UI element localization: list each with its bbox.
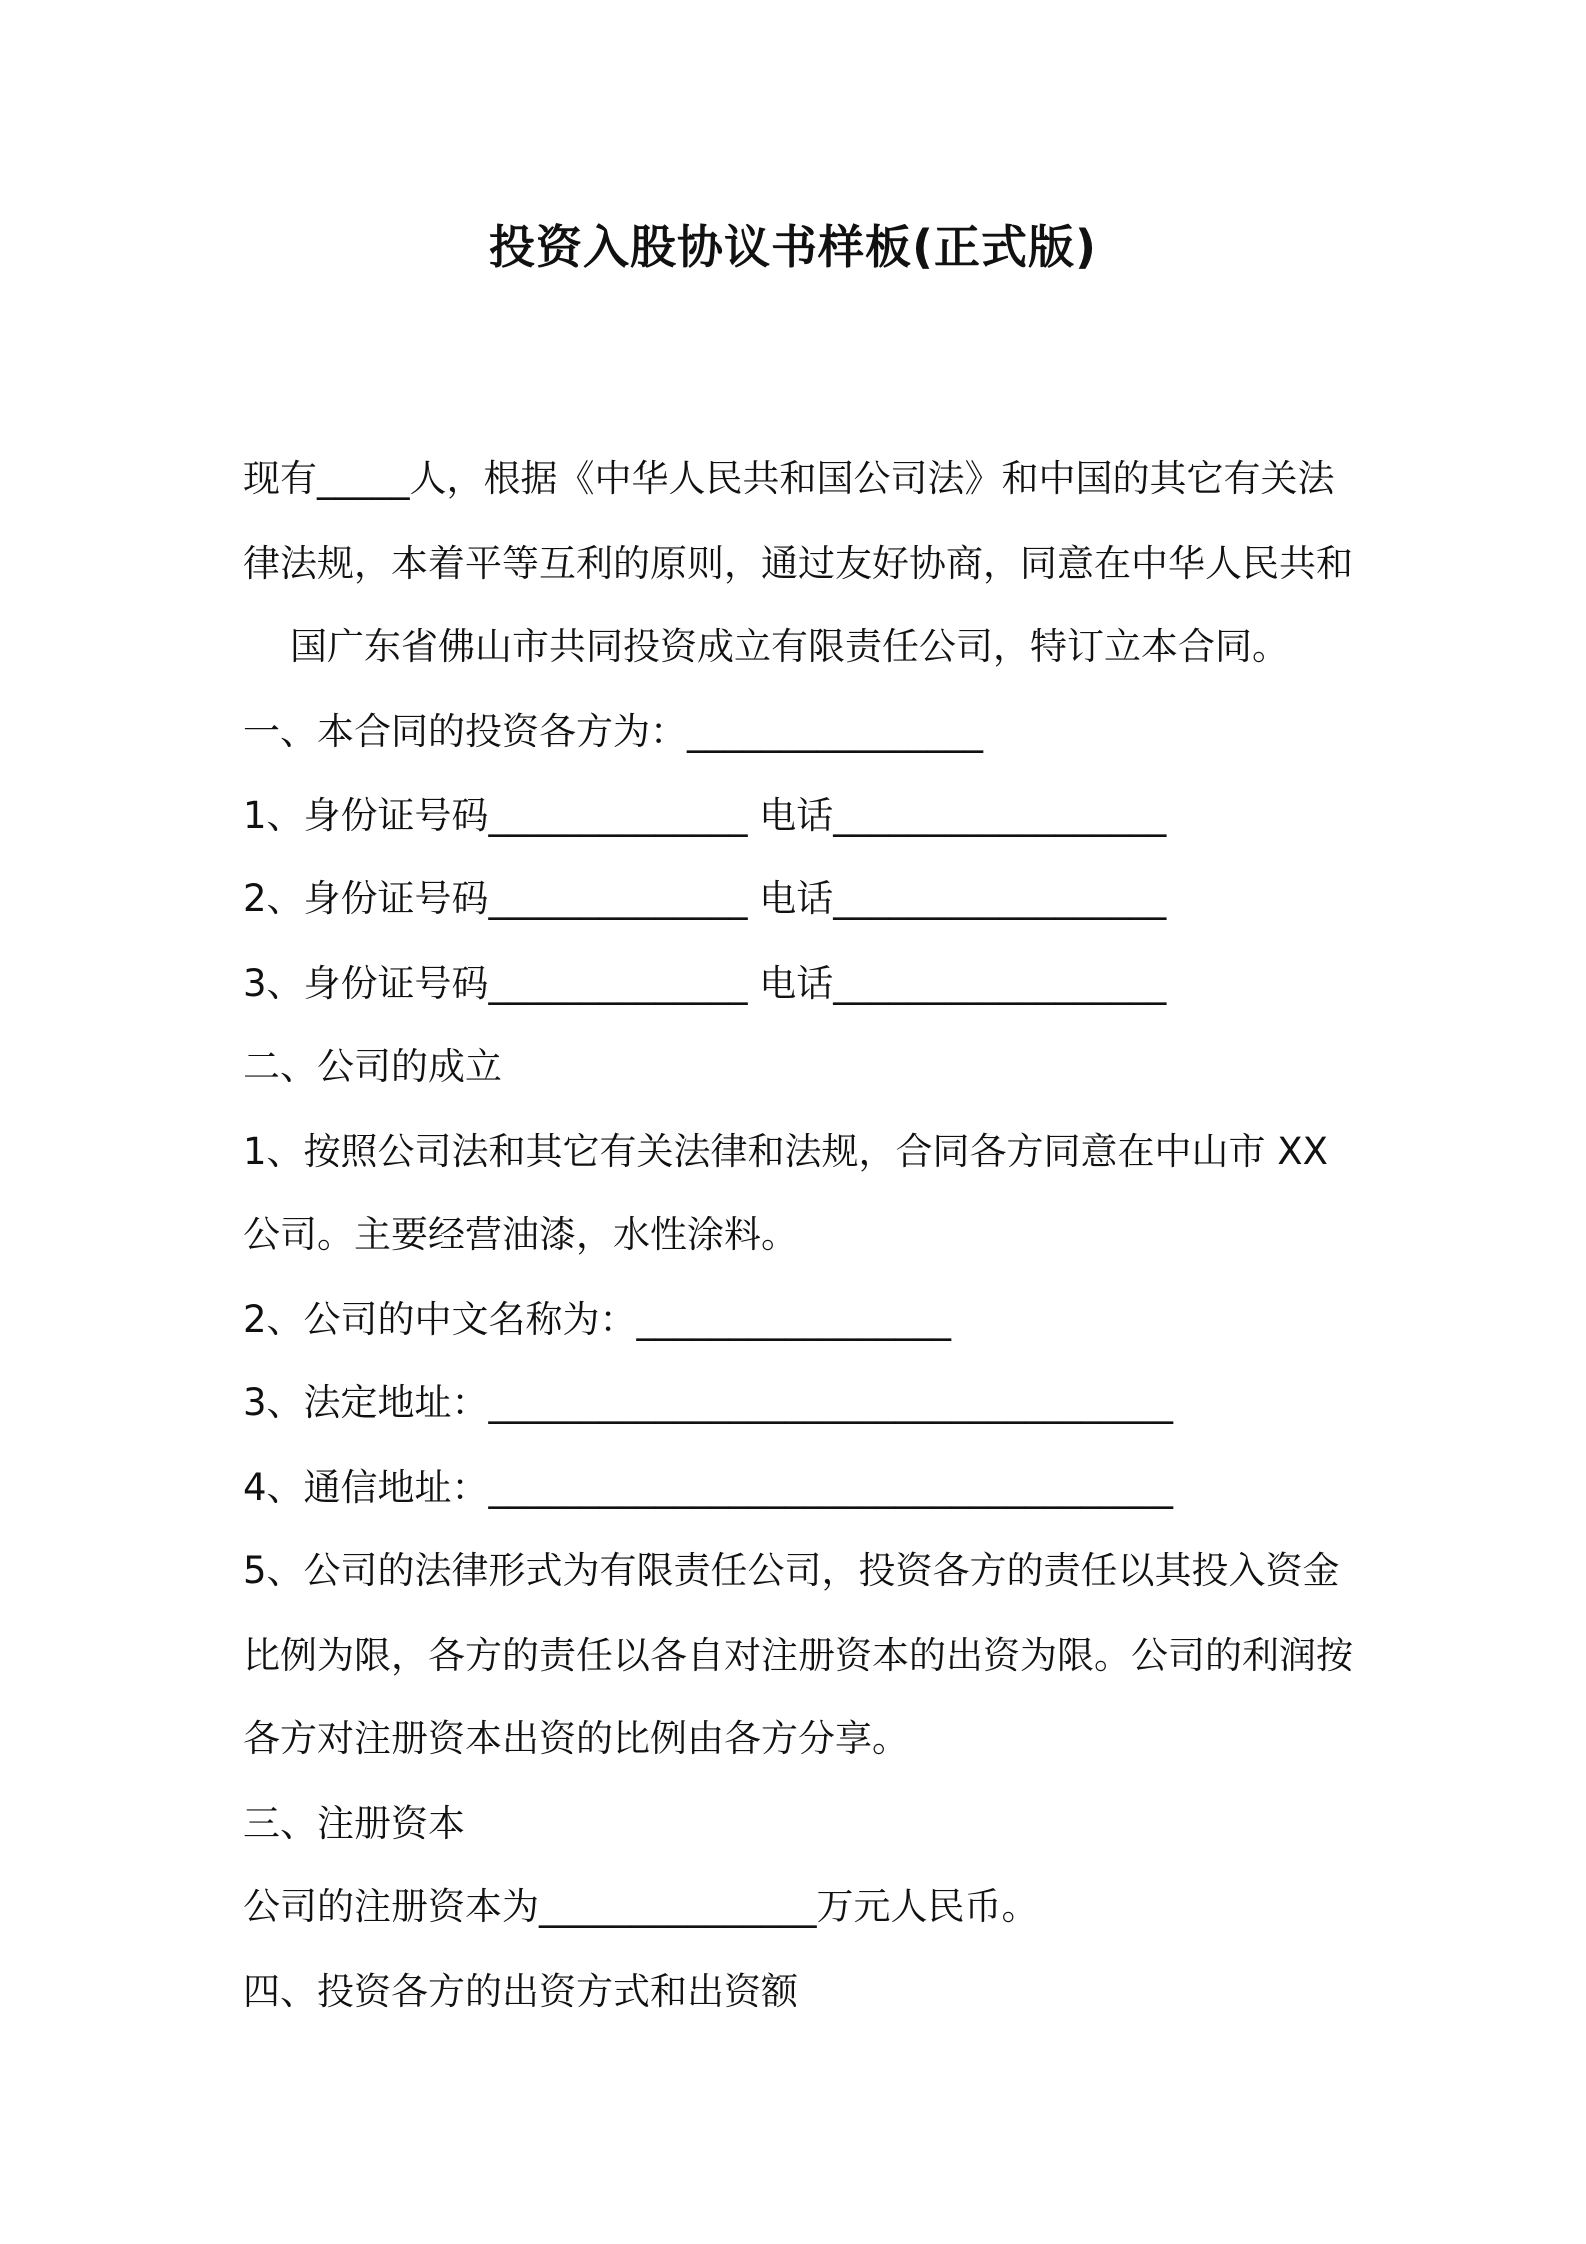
list-item: 1、身份证号码______________ 电话__________________: [243, 794, 1167, 837]
paragraph-line: 比例为限，各方的责任以各自对注册资本的出资为限。公司的利润按: [243, 1634, 1353, 1677]
section-heading: 三、注册资本: [243, 1802, 465, 1845]
document-title: 投资入股协议书样板(正式版): [488, 220, 1098, 274]
paragraph-line: 国广东省佛山市共同投资成立有限责任公司，特订立本合同。: [290, 625, 1289, 668]
list-item: 3、身份证号码______________ 电话__________________: [243, 962, 1167, 1005]
list-item: 2、身份证号码______________ 电话__________________: [243, 877, 1167, 920]
paragraph-line: 律法规，本着平等互利的原则，通过友好协商，同意在中华人民共和: [243, 542, 1353, 585]
list-item: 5、公司的法律形式为有限责任公司，投资各方的责任以其投入资金: [243, 1549, 1340, 1592]
paragraph-line: 各方对注册资本出资的比例由各方分享。: [243, 1717, 909, 1760]
paragraph-line: 公司。主要经营油漆，水性涂料。: [243, 1213, 798, 1256]
list-item: 2、公司的中文名称为：_________________: [243, 1298, 952, 1341]
section-heading: 二、公司的成立: [243, 1045, 502, 1088]
section-heading: 一、本合同的投资各方为：________________: [243, 710, 983, 753]
list-item: 1、按照公司法和其它有关法律和法规，合同各方同意在中山市 XX: [243, 1130, 1328, 1173]
list-item: 4、通信地址：_____________________________________: [243, 1466, 1174, 1509]
paragraph-line: 公司的注册资本为_______________万元人民币。: [243, 1885, 1039, 1928]
section-heading: 四、投资各方的出资方式和出资额: [243, 1970, 798, 2013]
list-item: 3、法定地址：_____________________________________: [243, 1381, 1174, 1424]
paragraph-line: 现有_____人，根据《中华人民共和国公司法》和中国的其它有关法: [243, 457, 1335, 500]
